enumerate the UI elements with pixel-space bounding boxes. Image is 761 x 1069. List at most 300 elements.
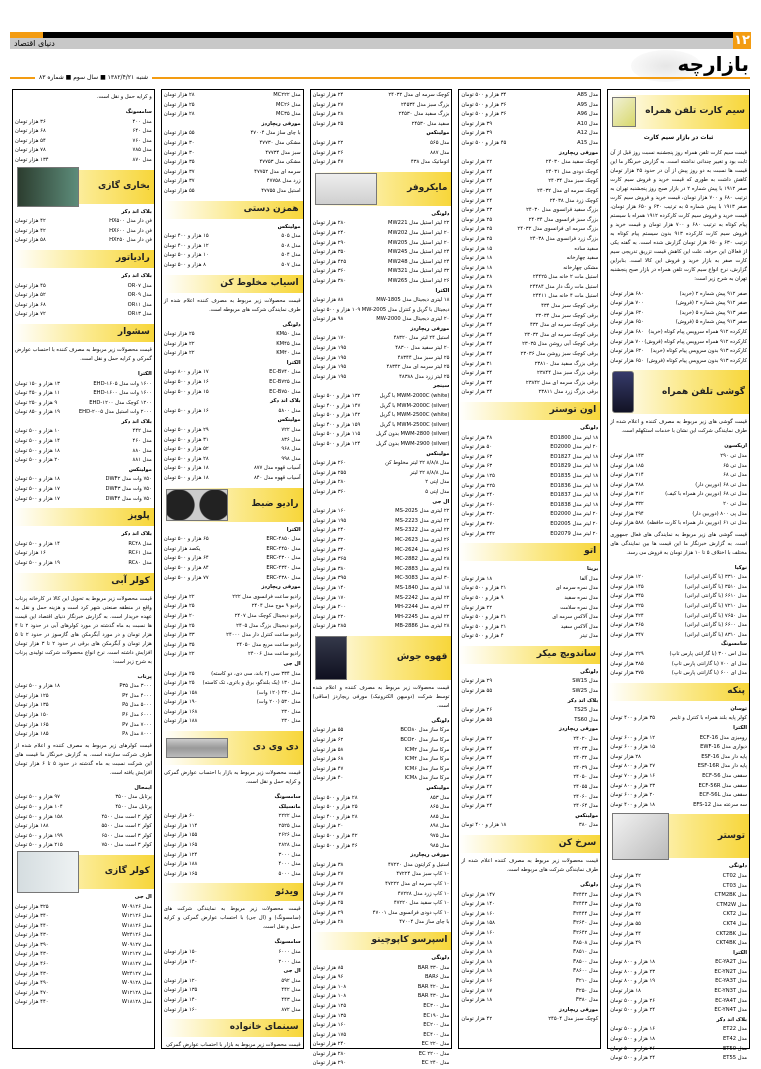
product-name: مدل BAR ۳۳۰ <box>417 964 450 971</box>
product-price: ۱۳۲ هزار و ۵۰۰ تومان <box>312 393 361 400</box>
product-name: مدل ۳۳۴ سی (۲ باند، سی دی، دو کاسته) <box>211 670 301 677</box>
section-banner <box>162 201 303 219</box>
product-price: ۱۲۰ هزار تومان <box>610 574 644 581</box>
product-name: بزرگ زرد فرانسوی مدل ۲۴۰۳۸ <box>530 235 599 242</box>
product-price: ۵۸۸ هزار تومان <box>610 520 644 527</box>
price-row <box>164 708 301 718</box>
brand-label: سامسونگ <box>125 109 152 115</box>
price-row <box>164 812 301 822</box>
price-row <box>15 227 152 237</box>
price-row <box>15 721 152 731</box>
product-price: ۲۲ هزار تومان <box>461 736 493 743</box>
price-row <box>164 129 301 139</box>
price-row <box>610 452 747 462</box>
brand-label: توسان <box>730 705 747 712</box>
product-name: سرمه ای مدل ۴۷۷۵۲ <box>254 168 301 175</box>
header-grey-bar <box>10 38 740 49</box>
product-name: استیل مات رنگ دار مدل ۲۴۴۸۴ <box>529 283 599 290</box>
price-row <box>461 225 598 235</box>
product-price: ۱۹۹ هزار و ۵۰۰ تومان <box>15 832 63 839</box>
product-price: ۷۰۰ هزار تومان <box>610 300 644 307</box>
price-row <box>461 187 598 197</box>
product-price: ۲۶ هزار و ۵۰۰ تومان <box>610 997 656 1004</box>
product-name: ۸۰۰۰ مدل P۸ <box>122 731 152 738</box>
product-price: ۴۸ هزار تومان <box>461 434 493 441</box>
product-price: ۱۶۵ هزار تومان <box>15 721 49 728</box>
product-price: ۳۶ هزار تومان <box>15 118 46 125</box>
product-name: ۱۸ لیتر مدل EO1836 <box>550 482 599 489</box>
product-name: ۲۰ لیتر مدل EO2000 <box>550 511 599 518</box>
product-name: سقفی مدل ECF-56 <box>702 772 747 779</box>
section-title: همزن دستی <box>243 203 299 214</box>
brand-label: مورفی ریچاردز <box>261 584 301 591</box>
price-row <box>461 623 598 633</box>
product-price: ۲۴ هزار تومان <box>461 764 493 771</box>
product-price: ۲۷ هزار و ۸۰۰ تومان <box>610 763 656 770</box>
product-name: مدل نمره سرمه ای <box>555 585 599 592</box>
price-row <box>461 350 598 360</box>
product-price: ۱۹ هزار و ۵۰۰ تومان <box>15 560 60 566</box>
product-name: مدل CKT4 <box>722 920 747 927</box>
price-row <box>610 481 747 491</box>
brand-label: مورفی ریچاردز <box>410 852 450 859</box>
price-row <box>610 782 747 792</box>
product-name: مدل CKT2BK <box>716 930 747 937</box>
price-row <box>15 495 152 505</box>
price-row <box>164 831 301 841</box>
price-row <box>461 754 598 764</box>
price-row <box>610 357 747 367</box>
brand-label: مولینکس <box>426 785 450 792</box>
section-note: قیمت کولرهای زیر مربوط به مصرف کننده و اعلام شده از طرف شرکت سازنده است. به گزارش خبرنگار ما قیمت های این شرکت نسبت به ماه گذشته در حدود ۵ تا ۶ هزار تومان افزایش یافته است. <box>15 742 152 776</box>
section-banner <box>162 1019 303 1037</box>
price-row <box>164 841 301 851</box>
price-row <box>610 631 747 641</box>
brand-label: دلونگی <box>580 881 599 888</box>
price-row <box>461 388 598 398</box>
product-name: مدل TS60 <box>574 716 599 723</box>
product-name: ۷۵۰ وات مدل DWF۲ <box>105 476 152 483</box>
product-name: مدل EC ۲۲۰ <box>421 1041 450 1048</box>
section-note: و کرایه حمل و نقل است. <box>96 94 152 100</box>
price-row <box>313 411 450 421</box>
product-name: ۲۲ لیتری مدل MS-2025 <box>395 508 450 515</box>
product-price: ۴۲۴ هزار تومان <box>610 612 644 619</box>
product-price: ۳۱۲ هزار تومان <box>610 491 644 498</box>
product-name: مدل ERC-۴۴۵۰ <box>266 545 301 552</box>
price-row <box>164 698 301 708</box>
price-row <box>461 129 598 139</box>
price-row <box>313 755 450 765</box>
product-name: مدل OR۰۹ <box>127 292 152 299</box>
price-row <box>313 983 450 993</box>
price-row <box>461 594 598 604</box>
product-price: ۲۶ هزار تومان <box>312 149 344 156</box>
brand-label: دلونگی <box>431 210 450 217</box>
product-price: ۲۰ هزار و ۶۰۰ تومان <box>610 792 656 799</box>
price-row <box>15 291 152 301</box>
product-name: ۲۶ لیتری مدل MC-2624 <box>394 546 450 553</box>
product-name: مرکا ساز مدل ICM۲ <box>404 746 450 753</box>
product-name: برقی کوچک سرمه ای مدل ۲۳۰۳۲ <box>524 331 599 338</box>
product-price: ۸ هزار و ۵۰۰ تومان <box>163 261 206 268</box>
price-row <box>313 964 450 974</box>
product-price: ۲۸۰ هزار تومان <box>312 479 347 486</box>
price-row <box>164 426 301 436</box>
product-price: ۲۴ هزار تومان <box>461 187 493 194</box>
price-row <box>461 321 598 331</box>
product-price: ۴۶ هزار و ۵۰۰ تومان <box>312 842 358 849</box>
price-row <box>313 239 450 249</box>
price-row <box>164 822 301 832</box>
price-row <box>313 306 450 316</box>
price-row <box>610 660 747 670</box>
product-name: ۱۸ لیتر مدل EO1837 <box>550 492 599 499</box>
product-price: ۶۰ هزار تومان <box>163 813 195 820</box>
product-name: صفر ۹۱۳ پیش شماره ۵ (خرید) <box>679 309 747 316</box>
product-price: ۱۷ هزار و ۵۰۰ تومان <box>15 495 60 502</box>
price-row <box>610 872 747 882</box>
product-price: ۲۲ هزار تومان <box>163 350 195 357</box>
product-price: ۴۹ هزار تومان <box>610 940 641 947</box>
section-banner <box>608 370 749 414</box>
price-row <box>313 603 450 613</box>
brand-label: الکترا <box>733 725 747 731</box>
price-row <box>313 139 450 149</box>
price-row <box>610 471 747 481</box>
product-price: ۱۶ هزار تومان <box>461 977 493 984</box>
price-row <box>313 219 450 229</box>
price-row <box>313 315 450 325</box>
product-price: ۱۲۰ هزار تومان <box>163 977 198 984</box>
product-name: مدل ۵۰۴ <box>281 252 301 259</box>
price-row <box>461 340 598 350</box>
section-banner <box>162 488 303 522</box>
product-name: مدل ۸۷۲ <box>281 1006 301 1013</box>
product-name: سفید چهارخانه <box>566 255 599 262</box>
product-price: ۲۴ هزار و ۵۰۰ تومان <box>610 1055 656 1062</box>
product-price: ۴۹ هزار تومان <box>610 882 641 889</box>
product-price: ۲۹۰ هزار تومان <box>312 239 347 246</box>
product-price: ۲۶ هزار تومان <box>461 707 493 714</box>
price-row <box>164 545 301 555</box>
product-name: مرکا ساز مدل BCO۲۰ <box>400 737 450 744</box>
product-price: ۱۵۹ هزار و ۴۰۰ تومان <box>312 421 361 428</box>
product-price: ۳۵ هزار تومان <box>163 641 195 648</box>
price-row <box>15 156 152 166</box>
brand-label: الکترا <box>137 370 152 377</box>
price-row <box>461 472 598 482</box>
product-name: ۴۰۰۰ مدل P۴ <box>122 692 152 699</box>
product-name: مدل F۲۶۴۰ <box>573 920 599 927</box>
product-name: مدل آلفا <box>580 575 599 582</box>
product-price: ۴۲ هزار تومان <box>461 1016 493 1023</box>
product-name: مدل CT03 <box>722 882 747 889</box>
product-price: ۲۲ هزار تومان <box>461 159 493 166</box>
brand-label: مولینکس <box>277 223 301 230</box>
product-name: ۲۰ لیتر سفید مدل ۴۸۳۰۰ <box>395 345 450 352</box>
price-row <box>164 177 301 187</box>
product-name: مدل EC-YA4T <box>715 997 747 1004</box>
product-price: ۸۸ هزار تومان <box>312 297 344 304</box>
price-row <box>610 612 747 622</box>
product-name: بزرگ سبز فرانسوی مدل ۲۴۰۳۴ <box>528 216 599 223</box>
product-name: مدل OR۰۷ <box>127 282 152 289</box>
product-price: ۴۳۰ هزار تومان <box>15 932 49 939</box>
price-row <box>610 592 747 602</box>
product-name: مدل ERC-۴۳۴۰ <box>266 564 301 571</box>
price-row <box>461 677 598 687</box>
product-price: ۲۲۵ هزار تومان <box>461 482 495 489</box>
product-name: مدل ۷۲۲ <box>281 427 301 434</box>
product-price: ۳۴ هزار تومان <box>461 370 493 377</box>
product-name: برقی بزرگ زرد مدل ۲۳۸۱۱ <box>538 389 599 396</box>
price-row <box>15 922 152 932</box>
price-row <box>461 802 598 812</box>
product-price: ۵۵ هزار تومان <box>163 130 195 137</box>
product-name: مدل A12 <box>577 130 599 137</box>
product-price: ۱۸۵ هزار تومان <box>15 731 49 738</box>
product-name: ۳۰ لیتری مدل MC-3083 <box>394 575 450 582</box>
product-price: ۳۱ هزار و ۵۰۰ تومان <box>163 436 209 443</box>
product-price: ۱۶ هزار و ۵۰۰ تومان <box>610 1026 656 1033</box>
product-name: کوچک دودی مدل ۲۴۰۳۱ <box>545 168 599 175</box>
section-title: ساندویچ میکر <box>536 649 597 660</box>
product-name: کوچک سرمه ای مدل ۲۴۰۳۲ <box>388 92 450 98</box>
product-price: ۱۹ هزار و ۸۰۰ تومان <box>610 978 656 985</box>
product-name: ۱۰ کاپ سرمه ای مدل ۴۷۲۲۲ <box>385 880 450 887</box>
price-row <box>313 296 450 306</box>
product-price: ۱۰۴ هزار و ۵۰۰ تومان <box>15 803 63 810</box>
section-title: رادیاتور <box>115 253 150 264</box>
product-price: ۱۷ هزار تومان <box>461 987 493 994</box>
price-row <box>461 206 598 216</box>
section-title: توستر <box>717 830 745 841</box>
product-price: ۱۴۰ هزار تومان <box>461 901 495 908</box>
product-price: ۳۴۷ هزار تومان <box>610 631 644 638</box>
product-price: ۴۹۴ هزار تومان <box>610 510 644 517</box>
product-name: مدل EC۳۰۰ <box>423 1002 450 1009</box>
product-name: کولر پایه بلند همراه با کنترل و تایمر <box>670 715 747 722</box>
product-name: مدل ۹۸۵ <box>430 842 450 849</box>
section-title: مایکروفر <box>407 182 448 193</box>
section-banner <box>13 855 154 889</box>
product-price: ۱۶ هزار و ۵۰۰ تومان <box>163 407 209 414</box>
brand-label: مورفی ریچاردز <box>410 325 450 332</box>
product-name: برقی بزرگ سفید مدل ۲۳۸۱۰ <box>534 360 599 367</box>
section-banner <box>13 250 154 268</box>
product-price: ۲۲ هزار تومان <box>461 784 493 790</box>
product-name: سفید ساده <box>574 245 599 252</box>
product-name: مدل EC-YA2T <box>715 959 747 966</box>
product-name: مدل اپتی ۲ <box>425 479 450 486</box>
product-price: ۲۸۵ هزار تومان <box>312 623 347 630</box>
product-price: ۴۲ هزار تومان <box>15 218 46 225</box>
product-name: مدل ۸۷۰ <box>132 156 152 163</box>
brand-label: بلاک اند دکر <box>567 697 599 704</box>
product-name: استیل و کرایتون مدل ۴۷۲۲۰ <box>387 861 450 868</box>
product-name: مدل A10 <box>577 120 599 127</box>
price-row <box>461 453 598 463</box>
page-title: بازارچه <box>677 52 749 76</box>
price-row <box>313 594 450 604</box>
product-name: ۱۸ لیتری دیجیتال مدل MW-1805 <box>376 297 450 304</box>
product-name: مرکا ساز مدل ICM۸ <box>404 775 450 782</box>
price-row <box>313 842 450 852</box>
columns <box>12 89 750 1067</box>
price-row <box>610 462 747 472</box>
price-row <box>313 267 450 277</box>
product-price: ۳۳ هزار تومان <box>163 632 195 639</box>
product-name: سقفی مدل ECF-56R <box>698 782 747 789</box>
price-row <box>15 559 152 569</box>
product-name: مدل ۱۳۰ (یک بلندگو، برق و باتری، تک کاسته) <box>202 680 301 687</box>
price-row <box>313 746 450 756</box>
product-name: مدل TS25 <box>574 707 599 714</box>
price-row <box>313 794 450 804</box>
price-row <box>461 919 598 929</box>
price-row <box>461 793 598 803</box>
product-price: ۳۵ هزار تومان <box>163 159 195 166</box>
price-row <box>164 139 301 149</box>
section-banner <box>13 170 154 204</box>
section-title: سیم کارت تلفن همراه <box>645 106 745 117</box>
product-price: ۳۴ هزار تومان <box>461 389 493 396</box>
price-row <box>15 989 152 999</box>
product-name: مدل ۲۶۲۶ <box>278 832 301 839</box>
product-name: مدل KM۴۵ <box>276 340 301 347</box>
product-price: ۶۵۰ هزار تومان <box>610 357 644 364</box>
product-price: ۲۲ هزار تومان <box>163 340 195 347</box>
price-row <box>313 373 450 383</box>
product-price: ۲۸ هزار و ۵۰۰ تومان <box>312 794 358 801</box>
price-row <box>610 714 747 724</box>
product-name: مدل ۷۲۱۰ (با گارانتی ایرانی) <box>684 603 747 610</box>
price-row <box>164 574 301 584</box>
product-name: مدل ۲۴۰۳۲ <box>573 755 599 762</box>
product-price: ۲۴۰ هزار تومان <box>461 492 495 499</box>
product-name: ۲۸ لیتری مدل MC-2883 <box>394 565 450 572</box>
product-name: مدل F۲۱۰ <box>575 977 599 984</box>
product-price: ۲۵ هزار تومان <box>312 900 344 907</box>
product-name: مدل EC۴۰۰ <box>423 1031 450 1038</box>
product-name: برقی کوچک سبز روشن مدل ۲۳۰۳۶ <box>520 351 599 358</box>
price-row <box>15 970 152 980</box>
product-price: ۲۳ هزار تومان <box>461 207 493 214</box>
product-name: با چای ساز مدل ۴۷۰۰۴ <box>399 919 450 926</box>
price-row <box>461 520 598 530</box>
product-price: ۱۲۴ هزار و ۵۰۰ تومان <box>312 441 361 447</box>
price-row <box>164 622 301 632</box>
product-name: ۲۰ لیتر استیل مدل MW205 <box>388 239 450 246</box>
section-note: قیمت گوشی های زیر مربوط به مصرف کننده و اعلام شده از طرف نمایندگی شرکت این نشان با خدمات استکهلم است. <box>610 419 747 435</box>
product-name: کولر ۳ است مدل ۶۵۰۰ <box>101 832 152 839</box>
section-note: قیمت محصولات زیر مربوط به تحویل این کالا در کارخانه پرناب واقع در منطقه صنعتی شهر کرد است و هزینه حمل و نقل به عهده خریدار است. به گزارش خبرنگار دنیای اقتصاد این قیمت ها نسبت به ماه گذشته در مورد کولرهای آبی در حدود ۲ تا ۴ هزار تومان و در مورد آبگرمکن های گازسوز در حدود ۲ تا ۵ هزار تومان و آبگرمکن های برقی در حدود ۲ تا ۳ هزار تومان افزایش داشته است. نرخ انواع محصولات شرکت تولیدی پرناب به شرح زیر است: <box>15 595 152 665</box>
price-row <box>15 399 152 409</box>
product-price: ۴۲ هزار تومان <box>15 227 46 234</box>
section-banner <box>13 508 154 526</box>
product-name: ۱۸ لیتر مدل EO1835 <box>550 472 599 479</box>
price-row <box>610 1054 747 1064</box>
price-row <box>313 440 450 450</box>
price-row <box>15 711 152 721</box>
product-name: ۲۶ لیتری مدل MC-2623 <box>394 536 450 543</box>
product-price: ۶۸۰ هزار تومان <box>610 328 644 335</box>
price-row <box>313 277 450 287</box>
product-price: ۷۷ هزار و ۵۰۰ تومان <box>163 574 209 581</box>
product-name: مدل ای ۶۰۰ (با گارانتی پارس تاپ) <box>671 670 747 677</box>
price-row <box>15 701 152 711</box>
section-title: بخاری گازی <box>97 180 150 191</box>
product-price: ۲۵ هزار تومان <box>163 670 195 677</box>
price-row <box>313 536 450 546</box>
price-row <box>164 187 301 197</box>
product-name: سقفی مدل ECF-56L <box>699 792 747 799</box>
product-name: ۲۰ لیتر مدل EO2079 <box>550 530 599 537</box>
section-title: اسیاب مخلوط کن <box>220 277 299 288</box>
product-price: ۱۰۸ هزار تومان <box>312 983 347 990</box>
brand-label: دلونگی <box>431 717 450 724</box>
price-row <box>164 242 301 252</box>
product-price: ۱۸۵ هزار تومان <box>610 462 644 469</box>
product-price: ۲۴۰ هزار تومان <box>312 229 347 236</box>
product-price: ۴۵ هزار تومان <box>610 901 641 908</box>
product-price: ۱۲۵ هزار تومان <box>312 1002 347 1009</box>
product-name: کارکرده ۹۱۳ بدون سرویس پیام کوتاه (خرید) <box>650 348 747 355</box>
product-name: مدل W۱۲۱۲۶ <box>121 913 152 920</box>
product-price: ۳۷ هزار تومان <box>163 168 195 175</box>
price-row <box>610 290 747 300</box>
section-banner <box>162 275 303 293</box>
product-price: ۵۵ هزار تومان <box>163 187 195 194</box>
product-name: مدل ۳۵۱۰ (با گارانتی ایرانی) <box>684 583 747 590</box>
product-name: مدل W۰۹۱۲۶ <box>121 903 152 910</box>
product-name: مدل ۴۴۲ <box>281 987 301 994</box>
product-name: ۲۵ لیتر زرد مدل ۴۸۳۸۸ <box>399 373 450 380</box>
product-price: ۲۹۰ هزار تومان <box>312 1060 347 1067</box>
product-price: ۲۲ هزار تومان <box>461 604 493 611</box>
price-row <box>15 549 152 559</box>
price-row <box>461 302 598 312</box>
price-row <box>164 474 301 484</box>
product-price: ۹ هزار و ۵۰۰ تومان <box>461 594 504 601</box>
price-row <box>610 299 747 309</box>
product-price: ۲۸ هزار و ۴۰۰ تومان <box>312 813 358 820</box>
price-row <box>461 101 598 111</box>
price-row <box>461 821 598 831</box>
price-row <box>15 822 152 832</box>
product-price: ۳۲۵ هزار تومان <box>15 903 49 910</box>
section-note: قیمت محصولات زیر مربوط به نمایندگی شرکت های (سامسونگ) و (ال جی) با احتساب عوارض گمرکی و کرایه حمل و نقل است. <box>163 906 301 931</box>
price-row <box>313 1059 450 1069</box>
product-name: مدل ۲۴۰۶۰ <box>573 793 599 800</box>
product-name: مدل تی ۲۹۰ <box>720 452 747 459</box>
product-price: ۱۸ هزار تومان <box>610 988 641 995</box>
product-price: ۲۴ هزار تومان <box>461 178 493 185</box>
product-price: ۶۳۰ هزار تومان <box>610 309 644 316</box>
product-price: ۱۹۰ هزار تومان <box>163 699 198 706</box>
product-price: ۱۵۰ هزار تومان <box>163 949 198 955</box>
price-row <box>610 650 747 660</box>
product-name: اتوماتیک مدل ۴۳۸ <box>410 159 450 166</box>
section-banner <box>608 814 749 858</box>
product-price: ۱۵ هزار تومان <box>461 245 493 252</box>
product-price: ۴۷۰ هزار تومان <box>15 989 49 996</box>
product-name: رادیو دیجیتال بزرگ مدل ۲۴۰۵ <box>236 622 301 629</box>
product-price: ۲۱ هزار و ۵۰۰ تومان <box>461 614 507 621</box>
product-name: مدل W۲۴۱۲۷ <box>121 970 152 977</box>
product-name: کارکرده ۹۱۳ بدون سرویس پیام کوتاه (فروش) <box>646 357 747 364</box>
